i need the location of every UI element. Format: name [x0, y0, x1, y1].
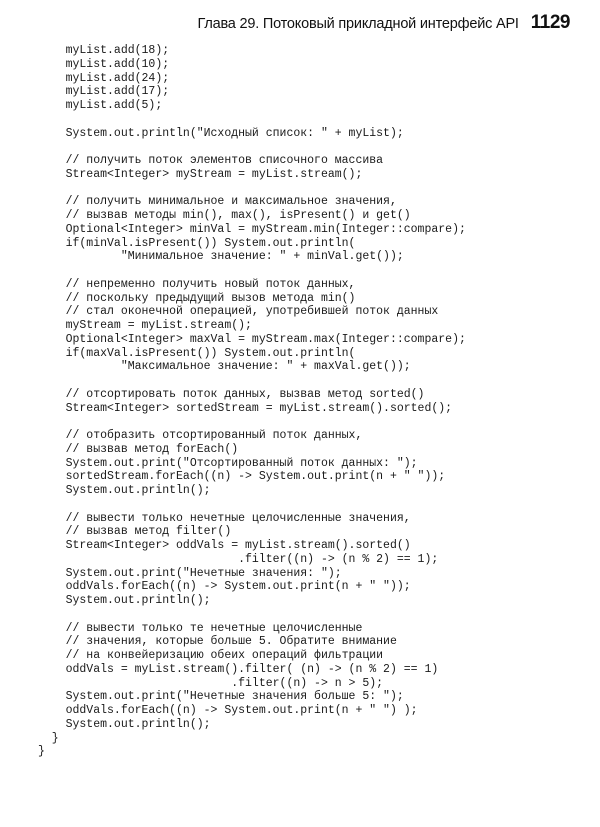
code-line: [38, 498, 466, 512]
code-line: "Минимальное значение: " + minVal.get());: [38, 250, 404, 264]
code-line: System.out.println();: [38, 717, 211, 731]
code-line: // вывести только те нечетные целочисленные: [38, 621, 363, 635]
code-line: [38, 415, 466, 429]
code-line: myList.add(24);: [38, 71, 170, 85]
running-header: [197, 12, 570, 34]
code-line: sortedStream.forEach((n) -> System.out.print(n + " "));: [38, 470, 446, 484]
code-line: [38, 140, 466, 154]
code-line: // получить поток элементов списочного массива: [38, 154, 384, 167]
code-line: Optional<Integer> minVal = myStream.min(Integer::compare);: [38, 222, 466, 236]
code-line: Stream<Integer> myStream = myList.stream();: [38, 167, 363, 181]
code-line: if(maxVal.isPresent()) System.out.println(: [38, 346, 356, 360]
code-line: if(minVal.isPresent()) System.out.println(: [38, 236, 356, 250]
code-line: [38, 374, 466, 388]
code-line: myList.add(18);: [38, 44, 170, 57]
code-line: }: [38, 745, 45, 759]
code-line: // отобразить отсортированный поток данных,: [38, 429, 363, 442]
code-line: // получить минимальное и максимальное значения,: [38, 195, 397, 209]
code-line: System.out.print("Отсортированный поток данных: ");: [38, 456, 418, 470]
code-line: [38, 264, 466, 278]
code-line: // вызвав метод filter(): [38, 525, 232, 539]
code-line: "Максимальное значение: " + maxVal.get());: [38, 360, 411, 374]
code-line: .filter((n) -> (n % 2) == 1);: [38, 552, 439, 566]
code-line: [38, 608, 466, 622]
code-line: System.out.println("Исходный список: " + myList);: [38, 126, 404, 140]
code-line: }: [38, 731, 59, 745]
code-line: myList.add(10);: [38, 57, 170, 71]
code-line: [38, 182, 466, 196]
code-line: // вывести только нечетные целочисленные значения,: [38, 511, 411, 525]
code-line: System.out.println();: [38, 594, 211, 607]
code-line: .filter((n) -> n > 5);: [38, 676, 384, 690]
code-line: myStream = myList.stream();: [38, 319, 252, 332]
code-line: System.out.print("Нечетные значения больше 5: ");: [38, 690, 404, 704]
code-line: System.out.print("Нечетные значения: ");: [38, 566, 342, 580]
code-line: // на конвейеризацию обеих операций фильтрации: [38, 649, 384, 662]
code-line: Stream<Integer> sortedStream = myList.stream().sorted();: [38, 401, 453, 415]
code-line: // вызвав метод forEach(): [38, 442, 239, 456]
code-line: oddVals.forEach((n) -> System.out.print(n + " ") );: [38, 704, 418, 717]
code-line: // отсортировать поток данных, вызвав метод sorted(): [38, 387, 425, 401]
chapter-title: Глава 29. Потоковый прикладной интерфейс API: [197, 16, 519, 32]
code-line: System.out.println();: [38, 484, 211, 497]
code-listing: [38, 44, 466, 759]
code-line: // поскольку предыдущий вызов метода min(): [38, 291, 356, 305]
page-number: 1129: [530, 12, 570, 33]
code-line: // стал оконечной операцией, употребившей поток данных: [38, 305, 439, 319]
code-line: Optional<Integer> maxVal = myStream.max(Integer::compare);: [38, 332, 466, 346]
code-line: Stream<Integer> oddVals = myList.stream().sorted(): [38, 539, 411, 552]
code-line: myList.add(17);: [38, 85, 170, 99]
code-line: [38, 113, 466, 127]
code-line: // непременно получить новый поток данных,: [38, 277, 356, 291]
code-line: // вызвав методы min(), max(), isPresent() и get(): [38, 209, 411, 222]
code-line: oddVals.forEach((n) -> System.out.print(n + " "));: [38, 580, 411, 594]
code-line: myList.add(5);: [38, 99, 163, 112]
code-line: oddVals = myList.stream().filter( (n) -> (n % 2) == 1): [38, 662, 439, 676]
code-line: // значения, которые больше 5. Обратите внимание: [38, 635, 397, 649]
